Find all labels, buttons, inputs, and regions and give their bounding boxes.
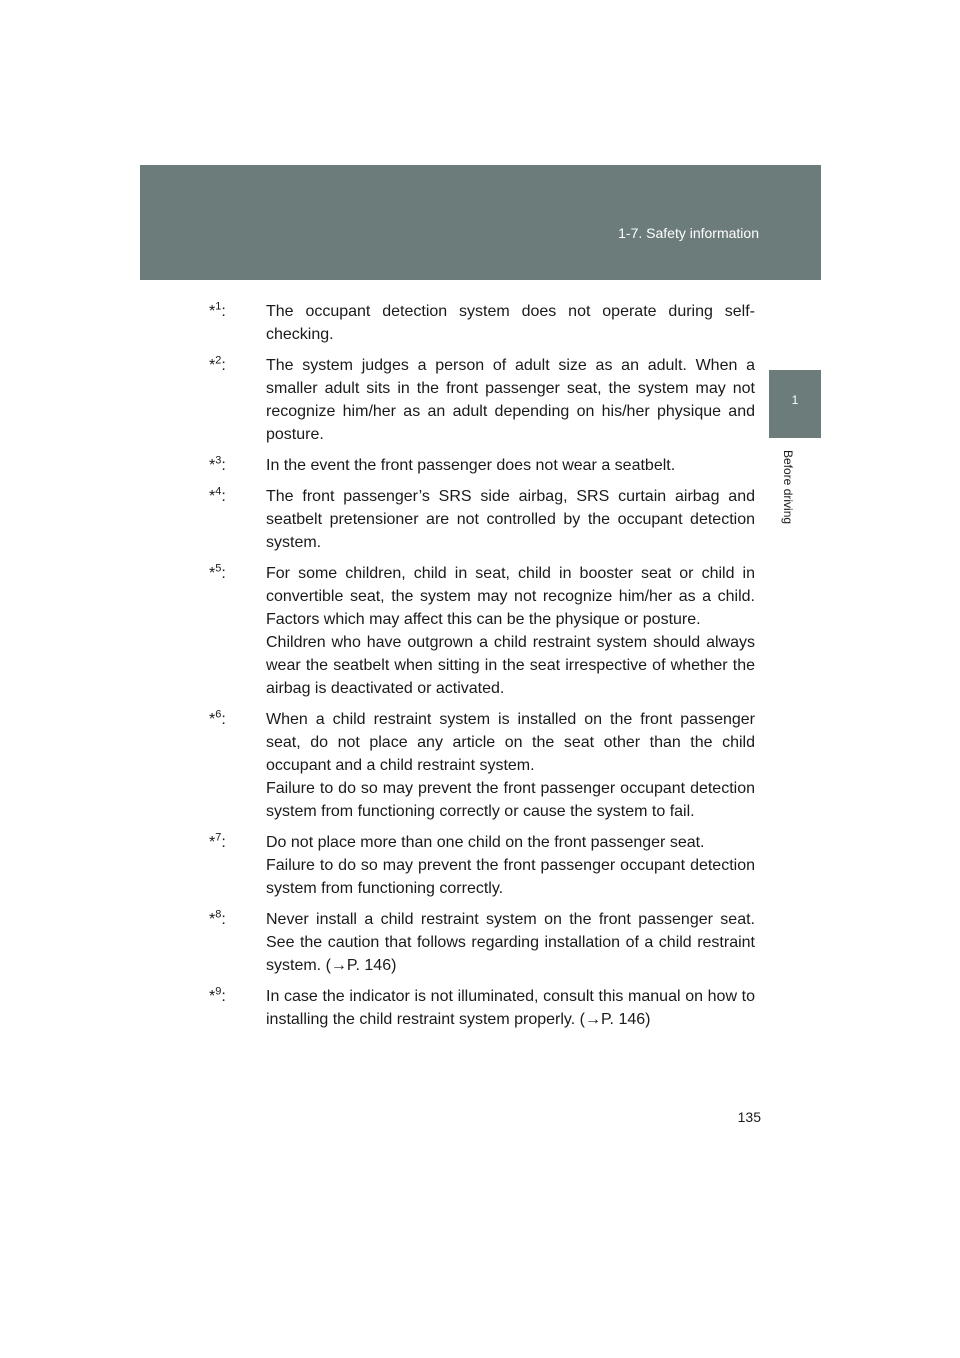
footnote-marker: *$^7$: <box>209 831 226 851</box>
footnote-text: Never install a child restraint system on the front passenger seat. See the caution that follows regarding installation of a child restraint system. (→P. 146) <box>266 911 755 974</box>
footnote-number: 3 <box>215 454 222 467</box>
footnote-item <box>209 985 755 1031</box>
section-title: 1-7. Safety information <box>618 225 759 241</box>
footnote-number: 5 <box>215 562 222 575</box>
footnote-number: 9 <box>215 985 222 998</box>
chapter-label: Before driving <box>781 450 795 525</box>
footnote-item <box>209 831 755 900</box>
footnote-number: 2 <box>215 354 222 367</box>
footnote-text: In case the indicator is not illuminated, consult this manual on how to installing the child restraint system properly. (→P. 146) <box>266 988 755 1028</box>
footnote-asterisk: * <box>209 911 216 928</box>
footnote-asterisk: * <box>209 357 216 374</box>
footnote-marker: *$^8$: <box>209 908 226 928</box>
footnote-marker: *$^4$: <box>209 485 226 505</box>
footnote-text: When a child restraint system is installed on the front passenger seat, do not place any article on the seat other than the child occupant and a child restraint system. <box>266 711 755 774</box>
footnote-item <box>209 562 755 700</box>
footnote-marker: *$^1$: <box>209 300 226 320</box>
chapter-tab <box>769 370 821 438</box>
footnote-text: Do not place more than one child on the front passenger seat. <box>266 834 705 851</box>
footnote-marker: *$^9$: <box>209 985 226 1005</box>
chapter-number: 1 <box>791 393 799 407</box>
footnote-marker: *$^6$: <box>209 708 226 728</box>
header-band <box>140 165 821 280</box>
footnote-marker: *$^2$: <box>209 354 226 374</box>
footnote-text: For some children, child in seat, child in booster seat or child in convertible seat, the system may not recognize him/her as a child. Factors which may affect this can be the physique or posture. <box>266 565 755 628</box>
footnote-item <box>209 300 755 346</box>
footnote-text: The occupant detection system does not operate during self-checking. <box>266 303 755 343</box>
footnote-asterisk: * <box>209 565 216 582</box>
footnote-text: Failure to do so may prevent the front passenger occupant detection system from functioning correctly or cause the system to fail. <box>266 780 755 820</box>
footnote-asterisk: * <box>209 457 216 474</box>
footnote-asterisk: * <box>209 834 216 851</box>
footnote-number: 1 <box>215 300 222 313</box>
footnote-item <box>209 908 755 977</box>
page-number: 135 <box>737 1109 761 1125</box>
footnote-text: In the event the front passenger does not wear a seatbelt. <box>266 457 676 474</box>
footnote-item <box>209 354 755 446</box>
footnote-item <box>209 708 755 823</box>
footnote-list <box>209 300 755 1039</box>
footnote-text: Children who have outgrown a child restraint system should always wear the seatbelt when sitting in the seat irrespective of whether the airbag is deactivated or activated. <box>266 634 755 697</box>
footnote-item <box>209 454 755 477</box>
footnote-asterisk: * <box>209 711 216 728</box>
footnote-number: 7 <box>215 831 222 844</box>
footnote-number: 8 <box>215 908 222 921</box>
footnote-number: 6 <box>215 708 222 721</box>
footnote-marker: *$^3$: <box>209 454 226 474</box>
footnote-marker: *$^5$: <box>209 562 226 582</box>
footnote-asterisk: * <box>209 303 216 320</box>
footnote-asterisk: * <box>209 988 216 1005</box>
footnote-asterisk: * <box>209 488 216 505</box>
footnote-number: 4 <box>215 485 222 498</box>
footnote-text: The front passenger’s SRS side airbag, SRS curtain airbag and seatbelt pretensioner are not controlled by the occupant detection system. <box>266 488 755 551</box>
footnote-item <box>209 485 755 554</box>
footnote-text: Failure to do so may prevent the front passenger occupant detection system from functioning correctly. <box>266 857 755 897</box>
footnote-text: The system judges a person of adult size as an adult. When a smaller adult sits in the front passenger seat, the system may not recognize him/her as an adult depending on his/her physique and posture. <box>266 357 755 443</box>
